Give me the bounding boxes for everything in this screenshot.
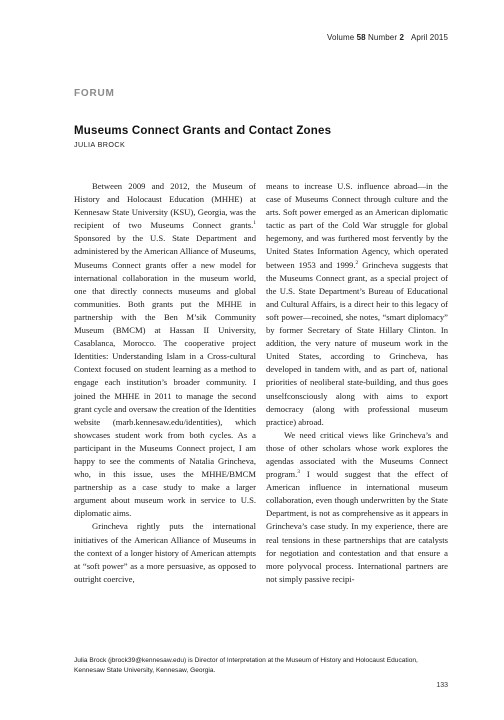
right-column bbox=[266, 180, 448, 586]
issue-date: April 2015 bbox=[410, 33, 448, 42]
paragraph: means to increase U.S. influence abroad—in the case of Museums Connect through culture and the arts. Soft power emerged as an American diplomatic tactic as part of the Cold War struggle for global hegemony, and was furthered most fervently by the United States Information Agency, which operated between 1953 and 1999.$^2$ Grincheva suggests that the Museums Connect grant, as a special project of the U.S. State Department’s Bureau of Educational and Cultural Affairs, is a direct heir to this legacy of soft power—recoined, she notes, “smart diplomacy” by former Secretary of State Hillary Clinton. In addition, the very nature of museum work in the United States, according to Grincheva, has developed in tandem with, and as part of, national priorities of neoliberal state-building, and thus goes unselfconsciously along with aims to export democracy (along with professional museum practice) abroad. bbox=[266, 181, 448, 427]
issue-number: 2 bbox=[399, 33, 404, 42]
page-number: 133 bbox=[436, 682, 448, 689]
article-author: JULIA BROCK bbox=[74, 140, 126, 149]
volume-number: 58 bbox=[356, 33, 366, 42]
footnote-ref[interactable]: 2 bbox=[355, 259, 359, 266]
number-label: Number bbox=[368, 33, 398, 42]
volume-label: Volume bbox=[326, 33, 355, 42]
footnote-ref[interactable]: 1 bbox=[253, 220, 256, 227]
section-label: FORUM bbox=[74, 88, 115, 99]
paragraph: Grincheva rightly puts the international initiatives of the American Alliance of Museums in the context of a longer history of American attempts at “soft power” as a more persuasive, as opposed to outright coercive, bbox=[74, 521, 256, 584]
article-title: Museums Connect Grants and Contact Zones bbox=[74, 125, 332, 137]
left-column bbox=[74, 180, 256, 586]
paragraph: Between 2009 and 2012, the Museum of History and Holocaust Education (MHHE) at Kennesaw State University (KSU), Georgia, was the recipient of two Museums Connect grants.$^1$ Sponsored by the U.S. State Department and administered by the American Alliance of Museums, Museums Connect grants offer a new model for international collaboration in the museum world, one that directly connects museums and global communities. Both grants put the MHHE in partnership with the Ben M’sik Community Museum (BMCM) at Hassan II University, Casablanca, Morocco. The cooperative project Identities: Understanding Islam in a Cross-cultural Context focused on student learning as a method to engage each institution’s broader community. I joined the MHHE in 2011 to manage the second grant cycle and oversaw the creation of the Identities website (marb.kennesaw.edu/identities), which showcases student work from both cycles. As a participant in the Museums Connect project, I am happy to see the comments of Natalia Grincheva, who, in this issue, uses the MHHE/BMCM partnership as a case study to make a larger argument about museum work in service to U.S. diplomatic aims. bbox=[74, 181, 256, 519]
paragraph: We need critical views like Grincheva’s and those of other scholars whose work explores the agendas associated with the Museums Connect program.$^3$ I would suggest that the effect of American influence in international museum collaboration, even though underwritten by the State Department, is not as comprehensive as it appears in Grincheva’s case study. In my experience, there are real tensions in these partnerships that are catalysts for negotiation and contestation and that ensure a more polyvocal process. International partners are not simply passive recipi- bbox=[266, 429, 448, 584]
running-header bbox=[327, 33, 448, 42]
footnote-ref[interactable]: 3 bbox=[297, 469, 301, 476]
author-note: Julia Brock (jbrock39@kennesaw.edu) is Director of Interpretation at the Museum of History and Holocaust Education, Kennesaw State University, Kennesaw, Georgia. bbox=[74, 657, 418, 674]
